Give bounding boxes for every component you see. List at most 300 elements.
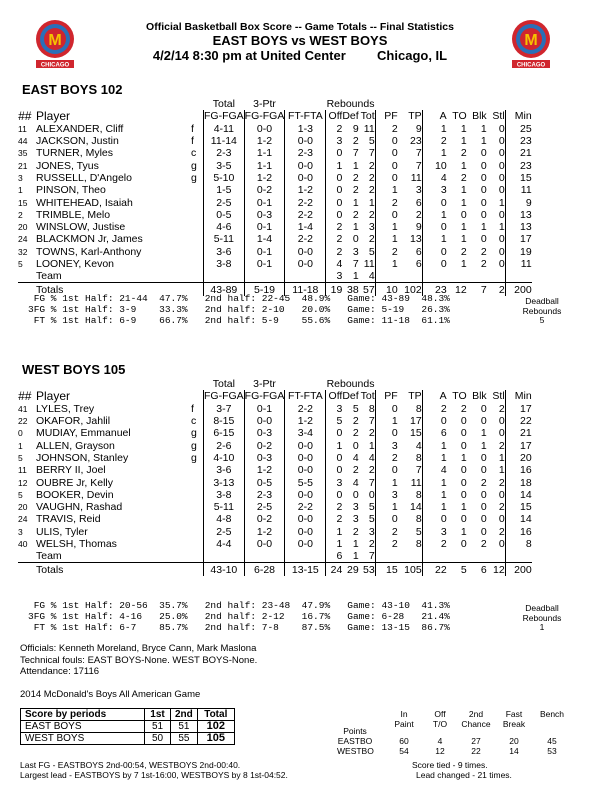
table-header-row-top (18, 98, 532, 110)
stat-cell: 2 (480, 538, 487, 550)
player-name: ULIS, Tyler (36, 525, 88, 538)
cell (191, 563, 204, 576)
stat-cell: 11 (505, 184, 532, 196)
cell (191, 270, 204, 283)
stat-cell: 1 (352, 538, 359, 550)
stat-cell: 0 (422, 246, 447, 258)
stat-cell: 0-2 (244, 184, 285, 196)
total-cell: 19 (326, 283, 343, 296)
stat-cell: 2 (368, 159, 375, 172)
stat-cell: 8 (505, 538, 532, 550)
stat-cell: 18 (505, 476, 532, 488)
stat-cell: 1-2 (244, 172, 285, 184)
totals-label: Totals (36, 563, 191, 576)
cell (467, 270, 487, 283)
stat-cell: 1 (422, 476, 447, 488)
position: c (191, 147, 197, 160)
stat-cell: 5-11 (204, 501, 245, 513)
stat-cell: 2 (498, 501, 505, 514)
player-row (18, 196, 532, 208)
stat-cell: 6-15 (204, 427, 245, 439)
stat-cell: 0 (460, 427, 467, 440)
periods-header-cell: Total (197, 709, 234, 721)
stat-cell: 1 (352, 196, 359, 209)
number-header: ## (18, 109, 32, 124)
points-value: 14 (509, 746, 519, 756)
stat-cell: 5-11 (204, 233, 245, 245)
stat-cell: 0 (326, 172, 343, 184)
player-row (18, 258, 532, 270)
stat-cell: 0-0 (285, 246, 326, 258)
jersey-number: 0 (18, 428, 23, 439)
stat-cell: 0 (480, 184, 487, 197)
stat-cell: 1 (375, 476, 398, 488)
stat-cell: 11 (410, 171, 422, 184)
deadball-line: 5 (539, 315, 545, 325)
jersey-number: 12 (18, 477, 28, 488)
stat-cell: 1 (480, 122, 487, 135)
jersey-number: 41 (18, 403, 28, 414)
stat-cell: 2 (368, 233, 375, 246)
stat-cell: 0 (460, 488, 467, 501)
stat-cell: 0 (480, 171, 487, 184)
stat-cell: 1 (460, 159, 467, 172)
cell (467, 378, 487, 390)
player-row (18, 464, 532, 476)
stat-cell: 0-0 (285, 513, 326, 525)
total-cell: 7 (467, 283, 487, 296)
cell (422, 98, 447, 110)
stat-cell: 1-3 (285, 123, 326, 135)
fg-fga-header: FG-FGA (204, 110, 244, 123)
stat-cell: 0 (326, 184, 343, 196)
matchup-title: EAST BOYS vs WEST BOYS (212, 33, 388, 48)
stat-cell: 15 (410, 427, 422, 440)
stat-cell: 2-3 (285, 147, 326, 159)
pf-header: PF (375, 390, 398, 402)
cell (18, 378, 36, 390)
points-value: 45 (547, 736, 557, 746)
stat-cell: 1 (422, 452, 447, 464)
stat-cell: 1 (498, 451, 505, 464)
points-header-line: Paint (394, 718, 414, 729)
stat-cell: 0-1 (244, 246, 285, 258)
player-name: TRAVIS, Reid (36, 513, 101, 526)
stat-cell: 0-1 (244, 221, 285, 233)
cell (487, 98, 506, 110)
stat-cell: 2 (368, 171, 375, 184)
total-cell: 10 (375, 283, 398, 296)
stat-cell: 1-5 (204, 184, 245, 196)
stat-cell: 23 (505, 159, 532, 171)
total-cell: 11-18 (285, 283, 326, 296)
jersey-number: 40 (18, 539, 28, 549)
stat-cell: 1-2 (285, 415, 326, 427)
total-cell: 2 (487, 283, 506, 296)
stat-cell: 3 (368, 221, 375, 234)
position (191, 246, 204, 258)
three-fg-fga-header: FG-FGA (244, 390, 285, 403)
stat-cell: 2 (326, 221, 343, 233)
stat-cell: 2-2 (285, 501, 326, 513)
deadball-line: Deadball (525, 603, 559, 613)
player-row (18, 209, 532, 221)
assists-header: A (422, 110, 447, 122)
stat-cell: 5 (368, 245, 375, 258)
cell (505, 98, 532, 110)
stat-cell: 2 (368, 184, 375, 197)
total-cell: 13-15 (285, 563, 326, 576)
mcdonalds-all-american-logo-left (34, 18, 76, 72)
stat-cell: 6 (415, 258, 422, 270)
total-cell: 43-89 (204, 283, 245, 296)
total-group-header: Total (212, 378, 235, 391)
player-name: OUBRE Jr, Kelly (36, 476, 114, 489)
period-score: 105 (197, 733, 234, 745)
stat-cell: 0-0 (285, 258, 326, 270)
player-row (18, 526, 532, 538)
stat-cell: 0 (498, 135, 505, 148)
cell (467, 550, 487, 563)
stat-cell: 11-14 (204, 135, 245, 147)
stat-cell: 0 (375, 209, 398, 221)
number-header: ## (18, 389, 32, 404)
stat-cell: 1 (460, 258, 467, 270)
cell (285, 98, 326, 110)
stat-cell: 0 (375, 403, 398, 415)
stat-cell: 2 (375, 196, 398, 208)
stat-cell: 1-2 (244, 135, 285, 147)
cell (36, 378, 191, 390)
total-cell: 12 (487, 563, 506, 576)
cell (447, 378, 467, 390)
cell (36, 98, 191, 110)
team-label: Team (36, 270, 62, 283)
player-row (18, 184, 532, 196)
stat-cell: 0 (352, 233, 359, 246)
deadball-line: 1 (539, 622, 545, 632)
stat-cell: 0-0 (285, 135, 326, 147)
player-row (18, 427, 532, 439)
tp-header: TP (408, 390, 422, 403)
cell (422, 550, 447, 563)
stat-cell: 3 (326, 476, 343, 488)
stat-cell: 2 (498, 402, 505, 415)
stat-cell: 1 (422, 123, 447, 135)
three-ptr-group-header: 3-Ptr (253, 378, 276, 391)
position: f (191, 402, 194, 415)
ft-fta-header: FT-FTA (285, 110, 326, 122)
svg-text:M: M (48, 32, 62, 49)
stat-cell: 2 (352, 415, 359, 428)
player-name: LOONEY, Kevon (36, 258, 115, 270)
attendance: Attendance: 17116 (20, 666, 100, 677)
stat-cell: 2 (480, 476, 487, 489)
stat-cell: 0 (375, 513, 398, 525)
cell (398, 378, 423, 390)
stat-cell: 0 (326, 209, 343, 221)
position: g (191, 159, 197, 172)
stat-cell: 0 (375, 172, 398, 184)
stat-cell: 0 (498, 171, 505, 184)
stat-cell: 0-2 (244, 513, 285, 525)
stat-cell: 1-4 (244, 233, 285, 245)
jersey-number: 44 (18, 136, 28, 147)
stat-cell: 0 (375, 135, 398, 147)
period-score: 55 (171, 733, 198, 745)
points-header-line: In (400, 709, 408, 719)
position (191, 258, 204, 270)
stat-cell: 0 (480, 159, 487, 172)
stat-cell: 2-5 (204, 196, 245, 208)
stat-cell: 2 (368, 208, 375, 221)
stat-cell: 1 (460, 135, 467, 148)
cell (422, 270, 447, 283)
stat-cell: 13 (505, 221, 532, 233)
stat-cell: 2-6 (204, 439, 245, 451)
player-row (18, 513, 532, 525)
position (191, 501, 204, 513)
stat-cell: 6 (415, 245, 422, 258)
cell (191, 550, 204, 563)
stat-cell: 25 (505, 123, 532, 135)
stat-cell: 5-5 (285, 476, 326, 488)
player-row (18, 123, 532, 135)
stat-cell: 2 (368, 538, 375, 550)
stat-cell: 3-8 (204, 258, 245, 270)
tot-reb-header: Tot (360, 390, 375, 403)
points-value: 22 (471, 746, 481, 756)
stat-cell: 2 (460, 402, 467, 415)
east-deadball-rebounds (512, 297, 572, 326)
stat-cell: 4 (368, 451, 375, 464)
stat-cell: 0 (326, 489, 343, 501)
stat-cell: 23 (410, 135, 422, 148)
total-cell: 5-19 (244, 283, 285, 296)
position: g (191, 171, 197, 184)
stat-cell: 9 (352, 122, 359, 135)
table-header-row (18, 110, 532, 122)
stat-cell: 1 (460, 451, 467, 464)
stat-cell: 1 (422, 489, 447, 501)
team-row (18, 550, 532, 563)
stat-cell: 2-2 (285, 403, 326, 415)
stat-cell: 7 (415, 464, 422, 477)
cell (398, 270, 423, 283)
cell (191, 390, 204, 402)
stat-cell: 21 (505, 427, 532, 439)
deadball-line: Deadball (525, 296, 559, 306)
jersey-number: 20 (18, 222, 28, 233)
lead-changed: Lead changed - 21 times. (416, 770, 512, 780)
stat-cell: 23 (505, 135, 532, 147)
jersey-number: 11 (18, 465, 27, 476)
stat-cell: 3 (375, 489, 398, 501)
stat-cell: 2 (368, 464, 375, 477)
stat-cell: 2 (460, 245, 467, 258)
cell (375, 98, 398, 110)
stat-cell: 0-0 (244, 415, 285, 427)
stat-cell: 14 (505, 489, 532, 501)
periods-row (21, 733, 235, 745)
points-header-line: Bench (539, 709, 565, 719)
stat-cell: 0 (480, 196, 487, 209)
stat-cell: 0 (480, 464, 487, 477)
stat-cell: 1 (460, 221, 467, 234)
totals-label: Totals (36, 283, 191, 296)
stat-cell: 0 (375, 427, 398, 439)
stat-cell: 0 (460, 464, 467, 477)
stat-cell: 0 (498, 208, 505, 221)
player-row (18, 439, 532, 451)
steals-header: Stl (492, 110, 505, 123)
largest-lead: Largest lead - EASTBOYS by 7 1st-16:00, WESTBOYS by 8 1st-04:52. (20, 770, 288, 780)
stat-cell: 0-0 (285, 439, 326, 451)
stat-cell: 3 (422, 184, 447, 196)
west-half-stats (28, 600, 450, 634)
stat-cell: 3 (375, 439, 398, 451)
player-row (18, 172, 532, 184)
cell (191, 378, 204, 390)
stat-cell: 0 (375, 464, 398, 476)
player-name: BOOKER, Devin (36, 488, 114, 501)
team-def-reb: 1 (352, 270, 359, 283)
stat-cell: 5 (415, 525, 422, 538)
stat-cell: 16 (505, 464, 532, 476)
cell (244, 550, 285, 563)
stat-cell: 0-0 (285, 159, 326, 171)
stat-cell: 0-2 (244, 439, 285, 451)
stat-cell: 1 (422, 501, 447, 513)
player-name: TOWNS, Karl-Anthony (36, 245, 142, 258)
player-name: RUSSELL, D'Angelo (36, 171, 132, 184)
jersey-number: 5 (18, 259, 23, 269)
stat-cell: 7 (368, 415, 375, 428)
cell (505, 550, 532, 563)
stat-cell: 1 (422, 209, 447, 221)
position: f (191, 122, 194, 135)
jersey-number: 22 (18, 416, 28, 427)
stat-cell: 0-3 (244, 427, 285, 439)
stat-cell: 1 (326, 526, 343, 538)
team-name: EAST BOYS (21, 721, 145, 733)
def-reb-header: Def (342, 110, 359, 123)
team-name: WEST BOYS (21, 733, 145, 745)
stat-cell: 0 (352, 488, 359, 501)
position (191, 476, 204, 488)
west-box-score-table (18, 378, 532, 576)
tp-header: TP (408, 110, 422, 123)
stat-cell: 0 (498, 415, 505, 428)
half-stat-line: FT % 1st Half: 6-7 85.7% 2nd half: 7-8 87.5% Game: 13-15 86.7% (28, 622, 450, 634)
stat-cell: 0-0 (285, 464, 326, 476)
player-row (18, 246, 532, 258)
stat-cell: 3 (422, 526, 447, 538)
stat-cell: 2 (375, 246, 398, 258)
svg-text:CHICAGO: CHICAGO (40, 62, 70, 69)
score-tied: Score tied - 9 times. (412, 760, 488, 770)
points-value: 12 (435, 746, 445, 756)
rebounds-group-header: Rebounds (326, 98, 375, 111)
stat-cell: 2 (422, 538, 447, 550)
stat-cell: 1-1 (244, 147, 285, 159)
three-ptr-group-header: 3-Ptr (253, 98, 276, 111)
total-cell: 6 (467, 563, 487, 576)
jersey-number: 11 (18, 123, 27, 134)
stat-cell: 4 (422, 172, 447, 184)
stat-cell: 3-13 (204, 476, 245, 488)
stat-cell: 1-2 (244, 526, 285, 538)
cell (285, 550, 326, 563)
player-name: WHITEHEAD, Isaiah (36, 196, 133, 209)
player-name: WINSLOW, Justise (36, 221, 126, 234)
stat-cell: 5 (368, 501, 375, 514)
tot-reb-header: Tot (360, 110, 375, 123)
stat-cell: 0 (498, 147, 505, 160)
position: f (191, 135, 194, 148)
jersey-number: 2 (18, 209, 23, 220)
stat-cell: 1 (460, 122, 467, 135)
stat-cell: 3 (352, 513, 359, 526)
stat-cell: 0 (326, 147, 343, 159)
stat-cell: 0 (498, 538, 505, 550)
assists-header: A (422, 390, 447, 402)
stat-cell: 2 (422, 403, 447, 415)
points-header-line: Points (343, 726, 367, 736)
stat-cell: 7 (352, 147, 359, 160)
jersey-number: 24 (18, 514, 28, 525)
stat-cell: 0 (326, 452, 343, 464)
position: g (191, 439, 197, 452)
player-name: JACKSON, Justin (36, 135, 119, 148)
points-value: 4 (437, 736, 443, 746)
player-row (18, 452, 532, 464)
stat-cell: 1 (480, 221, 487, 234)
mcdonalds-all-american-logo-right (510, 18, 552, 72)
cell (487, 550, 506, 563)
points-header (386, 710, 422, 729)
points-value: 20 (509, 736, 519, 746)
stat-cell: 1 (480, 439, 487, 452)
stat-cell: 5-10 (204, 172, 245, 184)
points-header-line: Chance (461, 718, 491, 729)
jersey-number: 35 (18, 148, 28, 159)
cell (422, 378, 447, 390)
points-header-line: Break (502, 718, 526, 729)
half-stat-line: 3FG % 1st Half: 4-16 25.0% 2nd half: 2-12 16.7% Game: 6-28 21.4% (28, 611, 450, 623)
team-tot-reb: 4 (368, 270, 375, 283)
stat-cell: 7 (368, 476, 375, 489)
stat-cell: 11 (363, 258, 375, 270)
stat-cell: 0 (498, 513, 505, 526)
stat-cell: 3 (326, 135, 343, 147)
stat-cell: 0-0 (244, 538, 285, 550)
player-name: JONES, Tyus (36, 159, 99, 172)
points-header-line: T/O (432, 718, 448, 729)
total-cell: 102 (398, 283, 423, 296)
total-cell: 23 (422, 283, 447, 296)
half-stat-line: FG % 1st Half: 20-56 35.7% 2nd half: 23-48 47.9% Game: 43-10 41.3% (28, 600, 450, 611)
stat-cell: 0 (422, 221, 447, 233)
cell (398, 98, 423, 110)
svg-text:CHICAGO: CHICAGO (516, 62, 546, 69)
position (191, 526, 204, 538)
stat-cell: 2 (415, 208, 422, 221)
stat-cell: 9 (415, 221, 422, 234)
stat-cell: 3-7 (204, 403, 245, 415)
player-row (18, 403, 532, 415)
game-location: Chicago, IL (377, 48, 448, 63)
